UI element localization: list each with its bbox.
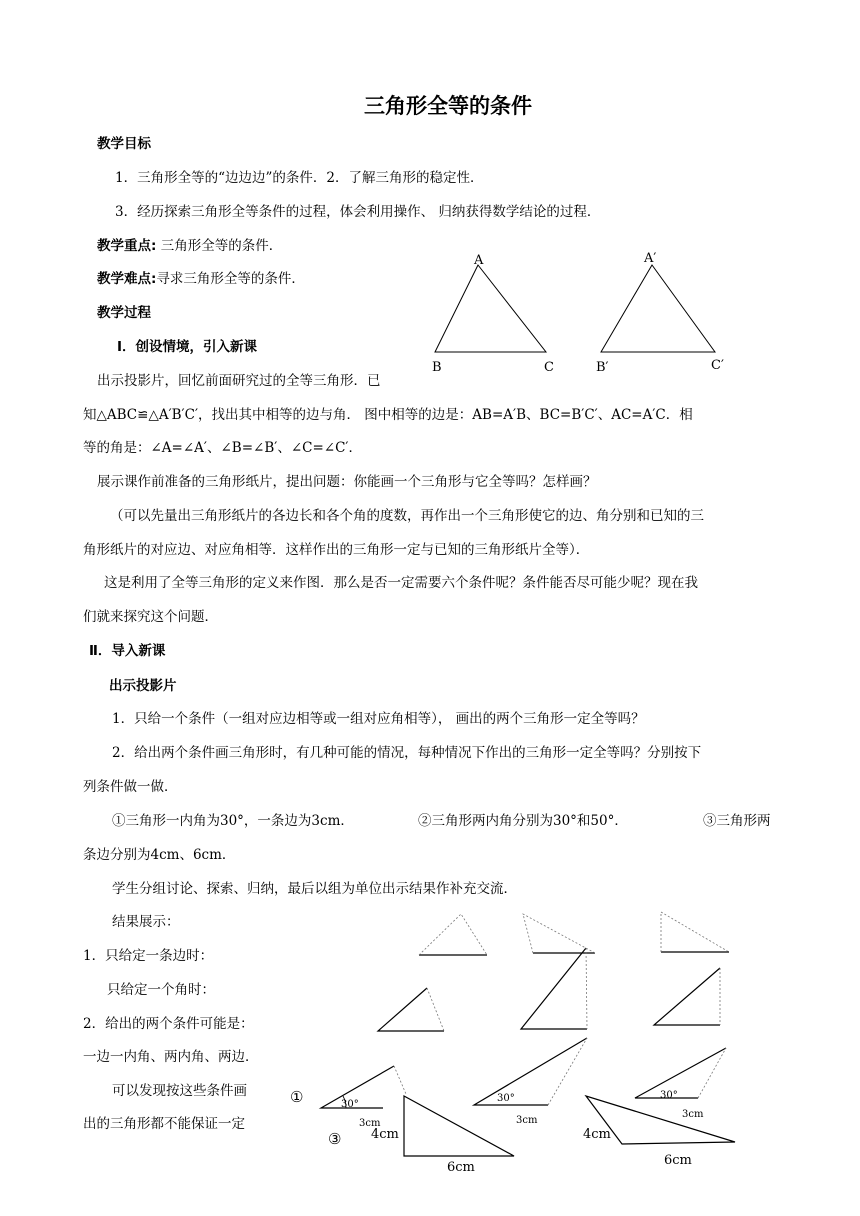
angle-label-3: 30° — [660, 1090, 678, 1101]
result-2b: 一边一内角、两内角、两边． — [83, 1049, 259, 1065]
difficulty-label: 教学难点: — [97, 271, 157, 287]
key-point-text: 三角形全等的条件． — [160, 238, 283, 254]
result-heading: 结果展示： — [112, 914, 180, 930]
result-1b: 只给定一个角时： — [107, 982, 215, 998]
paragraph-1-line-2: 知△ABC≌△A′B′C′，找出其中相等的边与角． 图中相等的边是：AB=A′B、BC=B′C′、AC=A′C．相 — [83, 407, 693, 423]
side-label-3cm-2: 3cm — [516, 1115, 538, 1126]
result-1: 1．只给定一条边时： — [83, 948, 214, 964]
side-label-4cm-1: 4cm — [371, 1127, 399, 1142]
condition-1: ①三角形一内角为30°，一条边为3cm． — [112, 813, 354, 829]
question-2-line-1: 2．给出两个条件画三角形时，有几种可能的情况，每种情况下作出的三角形一定全等吗？分别按下 — [112, 745, 702, 761]
discussion: 学生分组讨论、探索、归纳，最后以组为单位出示结果作补充交流． — [112, 881, 517, 897]
mark-1: ① — [290, 1088, 304, 1106]
condition-2: ②三角形两内角分别为30°和50°． — [418, 813, 628, 829]
label-a-prime: A′ — [644, 251, 657, 266]
difficulty-text: 寻求三角形全等的条件． — [156, 271, 305, 287]
key-point-label: 教学重点: — [97, 238, 157, 254]
label-c-prime: C′ — [711, 358, 724, 373]
angle-label-1: 30° — [341, 1099, 359, 1110]
side-label-3cm-1: 3cm — [359, 1118, 381, 1129]
paragraph-1-line-1: 出示投影片，回忆前面研究过的全等三角形．已 — [97, 373, 381, 389]
condition-3-cont: 条边分别为4cm、6cm． — [83, 847, 236, 863]
paragraph-4-line-1: 这是利用了全等三角形的定义来作图．那么是否一定需要六个条件呢？条件能否尽可能少呢？现在我 — [104, 575, 698, 591]
section-2-heading: Ⅱ．导入新课 — [89, 643, 166, 659]
results-figure — [280, 900, 750, 1180]
label-c: C — [544, 360, 554, 375]
result-3: 可以发现按这些条件画 — [112, 1083, 247, 1099]
objectives-heading: 教学目标 — [97, 136, 151, 152]
paragraph-1-line-3: 等的角是：∠A=∠A′、∠B=∠B′、∠C=∠C′． — [83, 440, 362, 456]
congruent-triangles-figure — [420, 245, 740, 380]
mark-3: ③ — [328, 1130, 342, 1148]
side-label-6cm-1: 6cm — [447, 1160, 475, 1175]
question-2-line-2: 列条件做一做． — [83, 779, 178, 795]
section-1-heading: Ⅰ．创设情境，引入新课 — [117, 339, 258, 355]
question-1: 1．只给一个条件（一组对应边相等或一组对应角相等）， 画出的两个三角形一定全等吗？ — [112, 711, 645, 727]
result-2: 2．给出的两个条件可能是： — [83, 1016, 254, 1032]
label-a: A — [474, 253, 484, 268]
paragraph-2: 展示课作前准备的三角形纸片，提出问题：你能画一个三角形与它全等吗？怎样画？ — [97, 474, 597, 490]
objective-line-2: 3．经历探索三角形全等条件的过程，体会利用操作、 归纳获得数学结论的过程． — [115, 204, 601, 220]
result-4: 出的三角形都不能保证一定 — [83, 1116, 245, 1132]
paragraph-3-line-1: （可以先量出三角形纸片的各边长和各个角的度数，再作出一个三角形使它的边、角分别和已知的三 — [110, 508, 704, 524]
page-title: 三角形全等的条件 — [364, 94, 532, 118]
paragraph-3-line-2: 角形纸片的对应边、对应角相等．这样作出的三角形一定与已知的三角形纸片全等）． — [83, 542, 590, 558]
triangle-abc — [435, 265, 546, 352]
paragraph-4-line-2: 们就来探究这个问题． — [83, 609, 218, 625]
key-point — [97, 240, 282, 254]
label-b: B — [432, 360, 442, 375]
side-label-6cm-2: 6cm — [664, 1153, 692, 1168]
slide-heading: 出示投影片 — [109, 678, 177, 694]
condition-3: ③三角形两 — [703, 813, 771, 829]
angle-label-2: 30° — [497, 1093, 515, 1104]
side-label-3cm-3: 3cm — [682, 1109, 704, 1120]
process-heading: 教学过程 — [97, 305, 151, 321]
side-label-4cm-2: 4cm — [583, 1127, 611, 1142]
label-b-prime: B′ — [596, 360, 609, 375]
objective-line-1: 1．三角形全等的“边边边”的条件．2．了解三角形的稳定性． — [115, 170, 484, 186]
difficulty — [97, 273, 305, 287]
triangle-a2b2c2 — [601, 265, 715, 352]
